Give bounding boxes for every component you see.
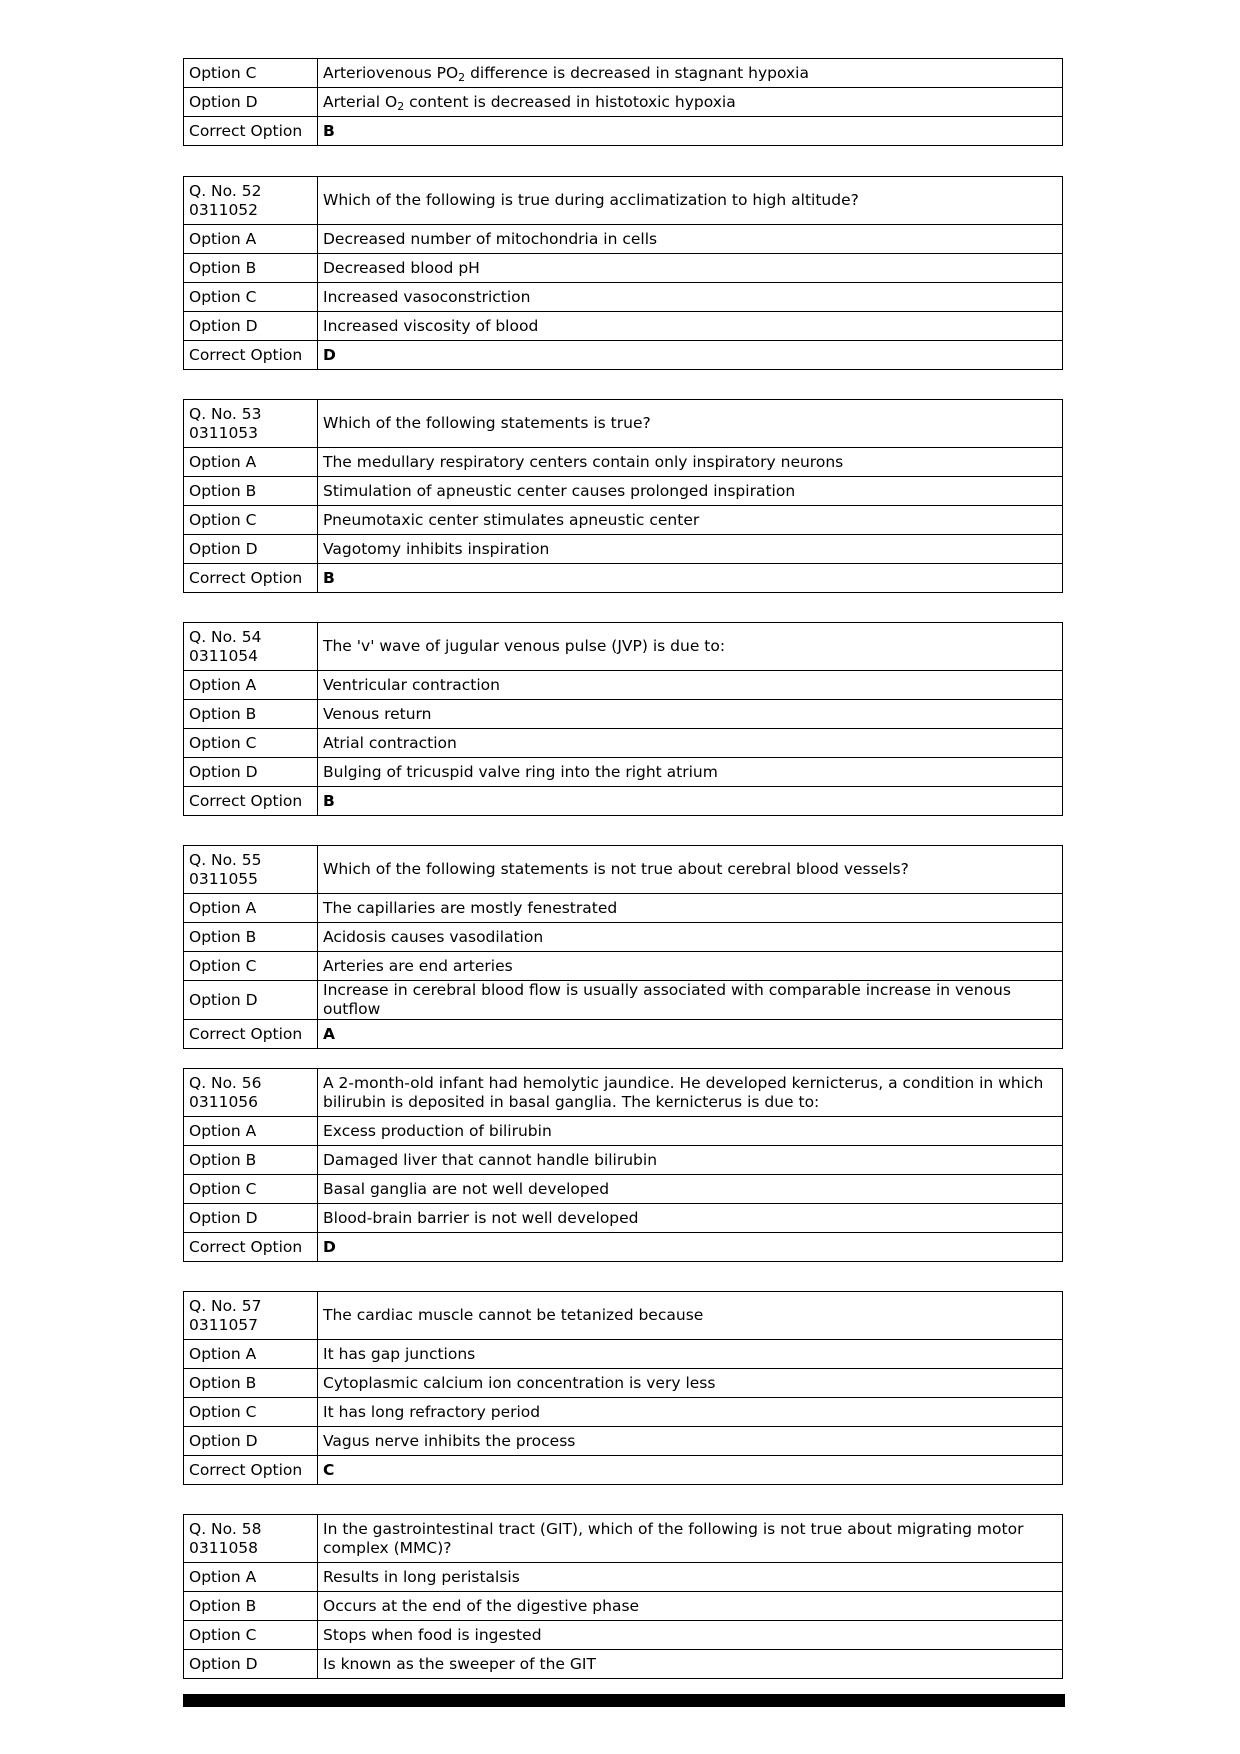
question-number: Q. No. 56 (189, 1073, 262, 1092)
question-table (183, 399, 1063, 593)
option-row-b (184, 1592, 1063, 1621)
correct-option-row (184, 787, 1063, 816)
question-table (183, 622, 1063, 816)
option-row-c (184, 1621, 1063, 1650)
correct-option-value: B (318, 117, 1063, 146)
question-code: 0311057 (189, 1315, 259, 1334)
option-row-d (184, 981, 1063, 1020)
question-code: 0311055 (189, 869, 259, 888)
option-label: Option C (184, 1398, 318, 1427)
correct-option-label: Correct Option (184, 564, 318, 593)
option-text: Decreased number of mitochondria in cells (318, 225, 1063, 254)
question-table (183, 1291, 1063, 1485)
option-text: Venous return (318, 700, 1063, 729)
question-number-cell (184, 177, 318, 225)
option-row-a (184, 448, 1063, 477)
option-text: Arteries are end arteries (318, 952, 1063, 981)
correct-option-label: Correct Option (184, 1233, 318, 1262)
question-number: Q. No. 58 (189, 1519, 262, 1538)
option-text: Results in long peristalsis (318, 1563, 1063, 1592)
option-text: Blood-brain barrier is not well developed (318, 1204, 1063, 1233)
correct-option-label: Correct Option (184, 341, 318, 370)
question-row (184, 846, 1063, 894)
option-label: Option C (184, 59, 318, 88)
option-row-c (184, 283, 1063, 312)
option-label: Option A (184, 1117, 318, 1146)
option-row-d (184, 1650, 1063, 1679)
correct-option-row (184, 1020, 1063, 1049)
option-label: Option A (184, 1563, 318, 1592)
question-number-cell (184, 1515, 318, 1563)
option-row-b (184, 477, 1063, 506)
option-label: Option B (184, 477, 318, 506)
question-number-cell (184, 623, 318, 671)
chem-sub: 2 (397, 99, 405, 113)
question-code: 0311054 (189, 646, 259, 665)
option-row-a (184, 1563, 1063, 1592)
option-label: Option C (184, 1175, 318, 1204)
option-text (318, 59, 1063, 88)
correct-option-value: D (318, 341, 1063, 370)
option-row-c (184, 729, 1063, 758)
option-row-c (184, 506, 1063, 535)
chem-sub: 2 (458, 70, 466, 84)
question-text: Which of the following is true during acclimatization to high altitude? (318, 177, 1063, 225)
option-label: Option D (184, 88, 318, 117)
question-row (184, 1515, 1063, 1563)
question-row (184, 1069, 1063, 1117)
option-label: Option B (184, 1369, 318, 1398)
question-number: Q. No. 55 (189, 850, 262, 869)
question-row (184, 400, 1063, 448)
option-row-b (184, 254, 1063, 283)
question-code: 0311053 (189, 423, 259, 442)
option-text: Increased viscosity of blood (318, 312, 1063, 341)
correct-option-row (184, 117, 1063, 146)
question-text: The 'v' wave of jugular venous pulse (JVP) is due to: (318, 623, 1063, 671)
correct-option-label: Correct Option (184, 1020, 318, 1049)
question-table (183, 1068, 1063, 1262)
option-text: Occurs at the end of the digestive phase (318, 1592, 1063, 1621)
option-text: Increase in cerebral blood flow is usually associated with comparable increase in venous outflow (318, 981, 1063, 1020)
option-label: Option B (184, 923, 318, 952)
option-text: Is known as the sweeper of the GIT (318, 1650, 1063, 1679)
chem-pre: Arterial O (323, 92, 398, 111)
option-text: Stimulation of apneustic center causes prolonged inspiration (318, 477, 1063, 506)
option-row-d (184, 758, 1063, 787)
option-row-b (184, 700, 1063, 729)
option-text: Cytoplasmic calcium ion concentration is very less (318, 1369, 1063, 1398)
option-text: The medullary respiratory centers contain only inspiratory neurons (318, 448, 1063, 477)
question-code: 0311052 (189, 200, 259, 219)
page-bottom-bar (183, 1694, 1065, 1707)
option-label: Option A (184, 448, 318, 477)
question-row (184, 623, 1063, 671)
option-label: Option D (184, 981, 318, 1020)
option-text: Bulging of tricuspid valve ring into the right atrium (318, 758, 1063, 787)
option-label: Option A (184, 894, 318, 923)
correct-option-row (184, 1233, 1063, 1262)
option-row-b (184, 1146, 1063, 1175)
correct-option-label: Correct Option (184, 117, 318, 146)
option-text: Vagotomy inhibits inspiration (318, 535, 1063, 564)
option-text (318, 88, 1063, 117)
option-row-d (184, 1427, 1063, 1456)
question-number-cell (184, 1292, 318, 1340)
option-label: Option D (184, 1204, 318, 1233)
chem-pre: Arteriovenous PO (323, 63, 459, 82)
option-label: Option B (184, 254, 318, 283)
option-label: Option C (184, 952, 318, 981)
correct-option-value: B (318, 564, 1063, 593)
option-row-d (184, 535, 1063, 564)
option-row-b (184, 923, 1063, 952)
option-label: Option B (184, 700, 318, 729)
option-label: Option A (184, 1340, 318, 1369)
correct-option-label: Correct Option (184, 787, 318, 816)
option-label: Option C (184, 506, 318, 535)
option-text: It has gap junctions (318, 1340, 1063, 1369)
option-text: Vagus nerve inhibits the process (318, 1427, 1063, 1456)
option-row-c (184, 59, 1063, 88)
option-row-c (184, 1398, 1063, 1427)
option-label: Option D (184, 1650, 318, 1679)
correct-option-value: D (318, 1233, 1063, 1262)
question-table (183, 1514, 1063, 1679)
question-text: The cardiac muscle cannot be tetanized because (318, 1292, 1063, 1340)
option-text: Ventricular contraction (318, 671, 1063, 700)
question-code: 0311058 (189, 1538, 259, 1557)
option-label: Option B (184, 1146, 318, 1175)
correct-option-value: A (318, 1020, 1063, 1049)
question-number: Q. No. 53 (189, 404, 262, 423)
question-row (184, 1292, 1063, 1340)
question-51-partial-table (183, 58, 1063, 146)
correct-option-value: B (318, 787, 1063, 816)
question-text: Which of the following statements is not true about cerebral blood vessels? (318, 846, 1063, 894)
option-text: Atrial contraction (318, 729, 1063, 758)
option-row-a (184, 671, 1063, 700)
option-row-c (184, 1175, 1063, 1204)
option-label: Option D (184, 312, 318, 341)
question-text: Which of the following statements is true? (318, 400, 1063, 448)
option-row-a (184, 1117, 1063, 1146)
option-text: Increased vasoconstriction (318, 283, 1063, 312)
option-text: Damaged liver that cannot handle bilirubin (318, 1146, 1063, 1175)
option-label: Option A (184, 225, 318, 254)
question-number-cell (184, 1069, 318, 1117)
option-text: The capillaries are mostly fenestrated (318, 894, 1063, 923)
option-text: Stops when food is ingested (318, 1621, 1063, 1650)
option-label: Option D (184, 535, 318, 564)
option-label: Option B (184, 1592, 318, 1621)
question-table (183, 176, 1063, 370)
question-number: Q. No. 54 (189, 627, 262, 646)
option-label: Option C (184, 729, 318, 758)
question-text: A 2-month-old infant had hemolytic jaundice. He developed kernicterus, a condition in which bilirubin is deposited in basal ganglia. The kernicterus is due to: (318, 1069, 1063, 1117)
question-number: Q. No. 52 (189, 181, 262, 200)
option-text: It has long refractory period (318, 1398, 1063, 1427)
option-row-d (184, 1204, 1063, 1233)
option-row-a (184, 894, 1063, 923)
question-number-cell (184, 400, 318, 448)
correct-option-row (184, 1456, 1063, 1485)
option-text: Decreased blood pH (318, 254, 1063, 283)
correct-option-label: Correct Option (184, 1456, 318, 1485)
correct-option-row (184, 341, 1063, 370)
question-table (183, 845, 1063, 1049)
option-row-a (184, 225, 1063, 254)
question-code: 0311056 (189, 1092, 259, 1111)
option-label: Option D (184, 758, 318, 787)
option-text: Pneumotaxic center stimulates apneustic center (318, 506, 1063, 535)
option-row-a (184, 1340, 1063, 1369)
option-row-b (184, 1369, 1063, 1398)
option-text: Basal ganglia are not well developed (318, 1175, 1063, 1204)
chem-post: difference is decreased in stagnant hypoxia (465, 63, 809, 82)
option-label: Option C (184, 283, 318, 312)
option-row-d (184, 312, 1063, 341)
option-row-d (184, 88, 1063, 117)
correct-option-value: C (318, 1456, 1063, 1485)
option-row-c (184, 952, 1063, 981)
option-label: Option C (184, 1621, 318, 1650)
question-text: In the gastrointestinal tract (GIT), which of the following is not true about migrating motor complex (MMC)? (318, 1515, 1063, 1563)
option-label: Option A (184, 671, 318, 700)
option-text: Excess production of bilirubin (318, 1117, 1063, 1146)
option-label: Option D (184, 1427, 318, 1456)
chem-post: content is decreased in histotoxic hypoxia (404, 92, 736, 111)
question-row (184, 177, 1063, 225)
question-number: Q. No. 57 (189, 1296, 262, 1315)
question-number-cell (184, 846, 318, 894)
correct-option-row (184, 564, 1063, 593)
option-text: Acidosis causes vasodilation (318, 923, 1063, 952)
